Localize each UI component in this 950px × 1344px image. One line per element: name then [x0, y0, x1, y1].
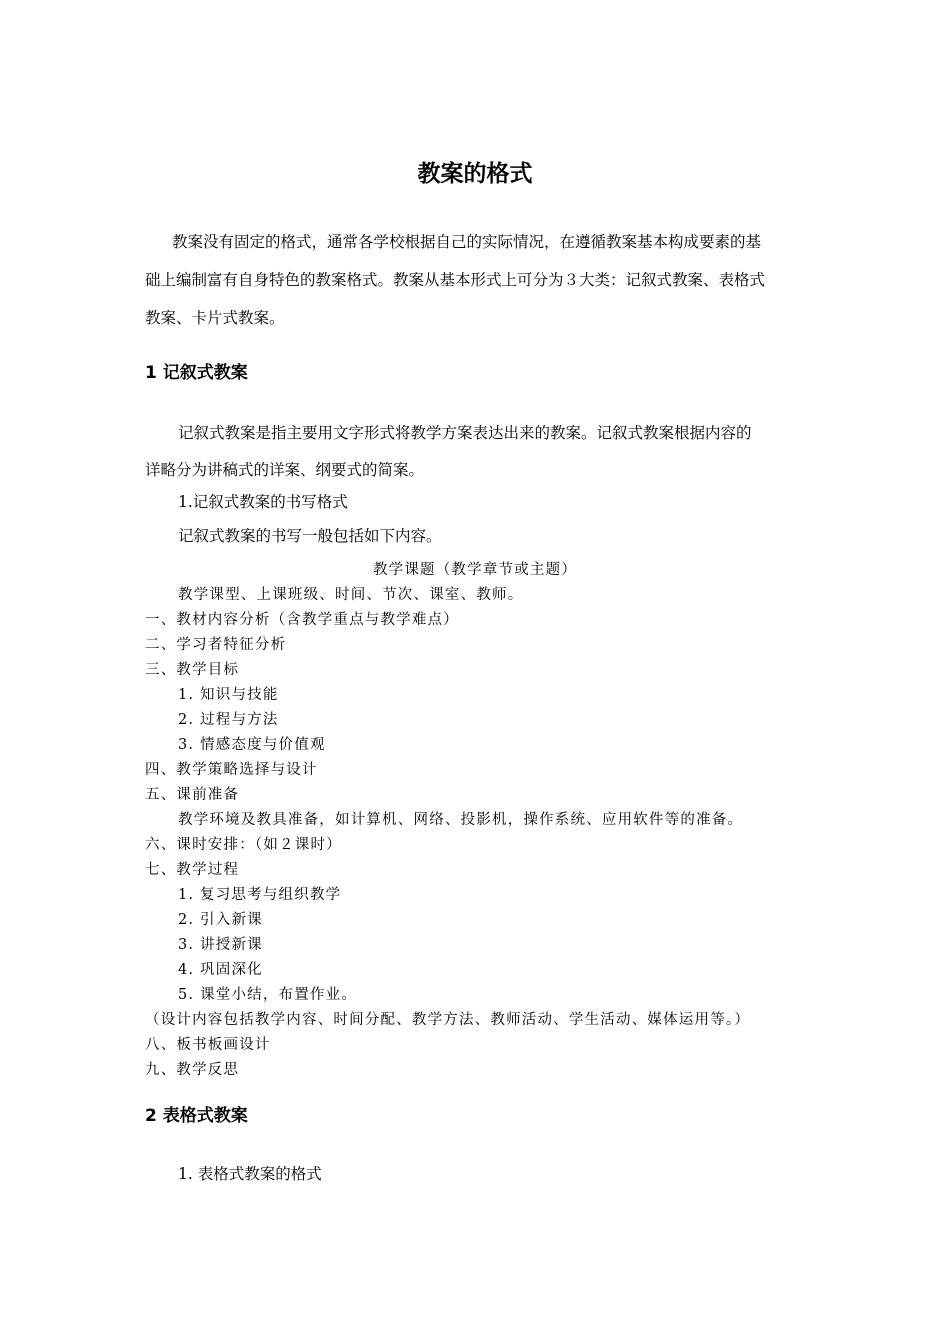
template-item: 七、教学过程 [145, 862, 240, 878]
template-subitem: 教学环境及教具准备，如计算机、网络、投影机，操作系统、应用软件等的准备。 [178, 812, 744, 828]
template-subitem: 1. 知识与技能 [178, 687, 279, 703]
template-subitem: 2. 引入新课 [178, 912, 263, 928]
template-subitem: 3. 情感态度与价值观 [178, 737, 326, 753]
template-note: （设计内容包括教学内容、时间分配、教学方法、教师活动、学生活动、媒体运用等。） [145, 1012, 751, 1028]
template-center-title: 教学课题（教学章节或主题） [372, 562, 578, 578]
section-2-heading: 2 表格式教案 [145, 1106, 248, 1126]
section-1-subheading: 1.记叙式教案的书写格式 [178, 493, 348, 511]
section-1-sub-desc: 记叙式教案的书写一般包括如下内容。 [178, 527, 442, 545]
template-item: 一、教材内容分析（含教学重点与教学难点） [145, 612, 459, 628]
template-item: 九、教学反思 [145, 1062, 240, 1078]
template-item: 五、课前准备 [145, 787, 240, 803]
template-item: 二、学习者特征分析 [145, 637, 287, 653]
template-subitem: 1. 复习思考与组织教学 [178, 887, 342, 903]
intro-line-3: 教案、卡片式教案。 [145, 309, 285, 327]
template-subitem: 4. 巩固深化 [178, 962, 263, 978]
intro-line-2: 础上编制富有自身特色的教案格式。教案从基本形式上可分为３大类：记叙式教案、表格式 [145, 271, 766, 289]
template-item: 八、板书板画设计 [145, 1037, 271, 1053]
page-title: 教案的格式 [417, 161, 533, 187]
template-item: 六、课时安排：（如２课时） [145, 837, 342, 853]
section-2-subheading: 1. 表格式教案的格式 [178, 1165, 322, 1183]
section-1-para-line-2: 详略分为讲稿式的详案、纲要式的简案。 [145, 461, 425, 479]
template-subitem: 5. 课堂小结，布置作业。 [178, 987, 358, 1003]
section-1-para-line-1: 记叙式教案是指主要用文字形式将教学方案表达出来的教案。记叙式教案根据内容的 [178, 424, 752, 442]
template-item: 四、教学策略选择与设计 [145, 762, 318, 778]
section-1-heading: 1 记叙式教案 [145, 363, 248, 383]
intro-line-1: 教案没有固定的格式，通常各学校根据自己的实际情况，在遵循教案基本构成要素的基 [172, 233, 762, 251]
template-subitem: 2. 过程与方法 [178, 712, 279, 728]
template-subtitle: 教学课型、上课班级、时间、节次、课室、教师。 [178, 587, 524, 603]
template-item: 三、教学目标 [145, 662, 240, 678]
template-subitem: 3. 讲授新课 [178, 937, 263, 953]
